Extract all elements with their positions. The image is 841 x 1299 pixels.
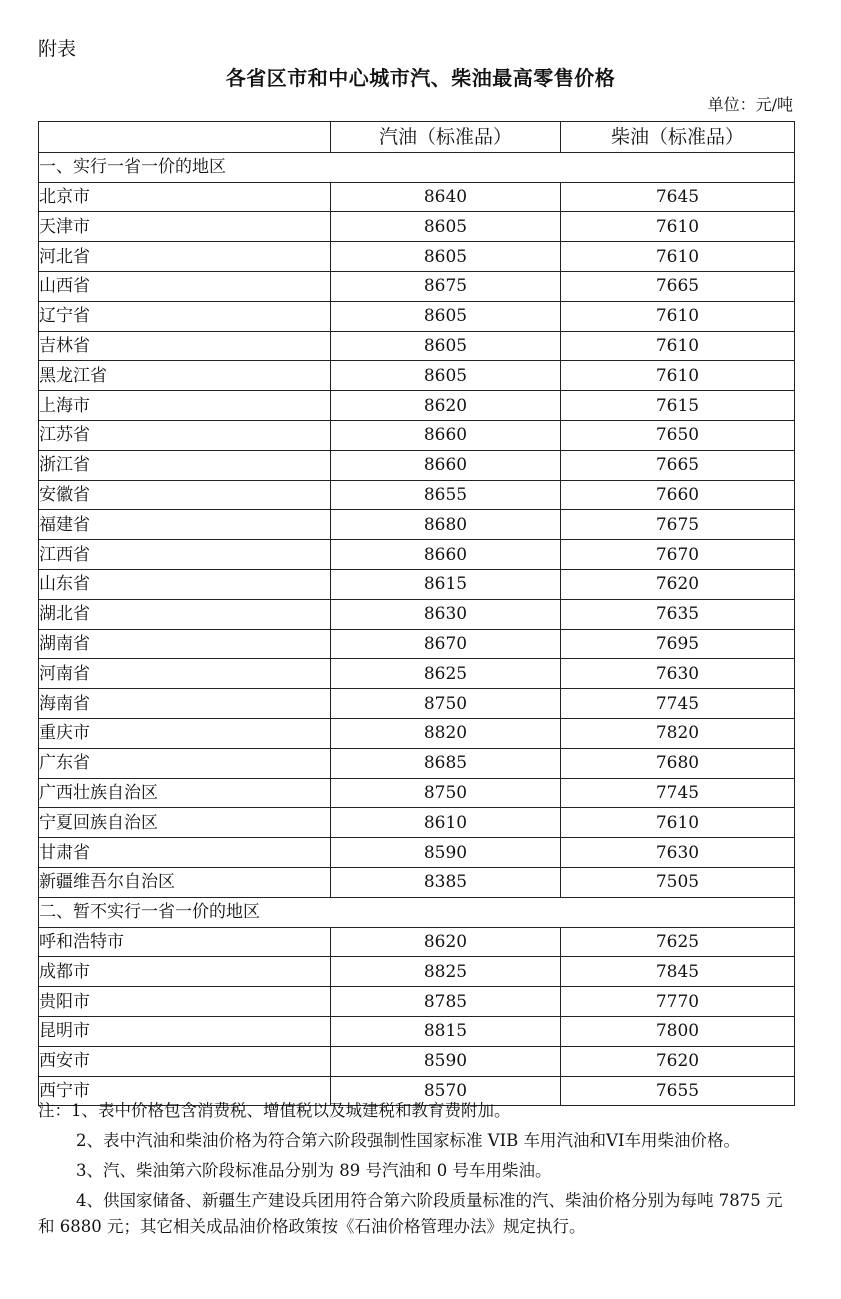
diesel-price: 7610 [561,361,795,391]
region-name: 昆明市 [39,1016,331,1046]
table-row [39,331,795,361]
table-row [39,987,795,1017]
diesel-price: 7615 [561,391,795,421]
diesel-price: 7665 [561,271,795,301]
table-row [39,778,795,808]
region-name: 福建省 [39,510,331,540]
diesel-price: 7770 [561,987,795,1017]
table-row [39,957,795,987]
header-diesel: 柴油（标准品） [561,122,795,153]
diesel-price: 7655 [561,1076,795,1106]
diesel-price: 7620 [561,569,795,599]
gasoline-price: 8605 [331,361,561,391]
table-row [39,748,795,778]
diesel-price: 7665 [561,450,795,480]
gasoline-price: 8670 [331,629,561,659]
section-label: 一、实行一省一价的地区 [39,152,795,182]
region-name: 黑龙江省 [39,361,331,391]
table-row [39,599,795,629]
diesel-price: 7610 [561,301,795,331]
gasoline-price: 8655 [331,480,561,510]
region-name: 贵阳市 [39,987,331,1017]
table-row [39,480,795,510]
diesel-price: 7745 [561,689,795,719]
diesel-price: 7800 [561,1016,795,1046]
diesel-price: 7630 [561,838,795,868]
gasoline-price: 8630 [331,599,561,629]
region-name: 上海市 [39,391,331,421]
table-body [39,152,795,1106]
price-table [38,121,795,1106]
note-2: 2、表中汽油和柴油价格为符合第六阶段强制性国家标准 VIB 车用汽油和VI车用柴油价格。 [76,1131,740,1150]
gasoline-price: 8570 [331,1076,561,1106]
diesel-price: 7675 [561,510,795,540]
region-name: 山西省 [39,271,331,301]
region-name: 新疆维吾尔自治区 [39,867,331,897]
table-row [39,242,795,272]
notes [38,1098,798,1244]
region-name: 河南省 [39,659,331,689]
region-name: 成都市 [39,957,331,987]
region-name: 浙江省 [39,450,331,480]
gasoline-price: 8675 [331,271,561,301]
gasoline-price: 8685 [331,748,561,778]
region-name: 山东省 [39,569,331,599]
table-row [39,182,795,212]
gasoline-price: 8610 [331,808,561,838]
diesel-price: 7610 [561,212,795,242]
gasoline-price: 8820 [331,718,561,748]
note-4: 4、供国家储备、新疆生产建设兵团用符合第六阶段质量标准的汽、柴油价格分别为每吨 7875 元和 6880 元；其它相关成品油价格政策按《石油价格管理办法》规定执行。 [38,1191,783,1236]
header-gasoline: 汽油（标准品） [331,122,561,153]
note-1: 注：1、表中价格包含消费税、增值税以及城建税和教育费附加。 [38,1101,511,1120]
diesel-price: 7610 [561,242,795,272]
gasoline-price: 8620 [331,927,561,957]
diesel-price: 7680 [561,748,795,778]
region-name: 河北省 [39,242,331,272]
region-name: 安徽省 [39,480,331,510]
table-row [39,718,795,748]
gasoline-price: 8590 [331,838,561,868]
gasoline-price: 8825 [331,957,561,987]
table-row [39,569,795,599]
diesel-price: 7650 [561,420,795,450]
table-row [39,659,795,689]
gasoline-price: 8605 [331,301,561,331]
section-label: 二、暂不实行一省一价的地区 [39,897,795,927]
table-row [39,629,795,659]
table-row [39,1016,795,1046]
diesel-price: 7630 [561,659,795,689]
annex-label: 附表 [38,38,77,60]
region-name: 西安市 [39,1046,331,1076]
document-title: 各省区市和中心城市汽、柴油最高零售价格 [225,66,616,90]
gasoline-price: 8815 [331,1016,561,1046]
gasoline-price: 8660 [331,420,561,450]
table-row [39,689,795,719]
section-row [39,897,795,927]
table-row [39,927,795,957]
table-row [39,867,795,897]
table-row [39,808,795,838]
diesel-price: 7820 [561,718,795,748]
region-name: 广东省 [39,748,331,778]
table-row [39,212,795,242]
region-name: 辽宁省 [39,301,331,331]
diesel-price: 7505 [561,867,795,897]
gasoline-price: 8590 [331,1046,561,1076]
region-name: 天津市 [39,212,331,242]
table-row [39,301,795,331]
region-name: 吉林省 [39,331,331,361]
section-row [39,152,795,182]
table-row [39,510,795,540]
gasoline-price: 8385 [331,867,561,897]
diesel-price: 7670 [561,540,795,570]
gasoline-price: 8660 [331,450,561,480]
region-name: 西宁市 [39,1076,331,1106]
diesel-price: 7660 [561,480,795,510]
region-name: 甘肃省 [39,838,331,868]
region-name: 江苏省 [39,420,331,450]
note-3: 3、汽、柴油第六阶段标准品分别为 89 号汽油和 0 号车用柴油。 [76,1161,552,1180]
table-header-row [39,122,795,153]
gasoline-price: 8785 [331,987,561,1017]
table-row [39,420,795,450]
header-region [39,122,331,153]
diesel-price: 7695 [561,629,795,659]
table-row [39,450,795,480]
region-name: 湖北省 [39,599,331,629]
region-name: 江西省 [39,540,331,570]
gasoline-price: 8620 [331,391,561,421]
diesel-price: 7620 [561,1046,795,1076]
gasoline-price: 8750 [331,778,561,808]
diesel-price: 7635 [561,599,795,629]
region-name: 北京市 [39,182,331,212]
region-name: 海南省 [39,689,331,719]
diesel-price: 7610 [561,808,795,838]
gasoline-price: 8660 [331,540,561,570]
region-name: 宁夏回族自治区 [39,808,331,838]
region-name: 呼和浩特市 [39,927,331,957]
diesel-price: 7745 [561,778,795,808]
unit-label: 单位：元/吨 [707,95,793,114]
gasoline-price: 8625 [331,659,561,689]
gasoline-price: 8615 [331,569,561,599]
diesel-price: 7625 [561,927,795,957]
region-name: 重庆市 [39,718,331,748]
table-row [39,838,795,868]
diesel-price: 7845 [561,957,795,987]
gasoline-price: 8680 [331,510,561,540]
gasoline-price: 8605 [331,331,561,361]
gasoline-price: 8640 [331,182,561,212]
table-row [39,540,795,570]
table-row [39,1046,795,1076]
gasoline-price: 8605 [331,242,561,272]
region-name: 广西壮族自治区 [39,778,331,808]
table-row [39,271,795,301]
gasoline-price: 8750 [331,689,561,719]
diesel-price: 7610 [561,331,795,361]
diesel-price: 7645 [561,182,795,212]
gasoline-price: 8605 [331,212,561,242]
table-row [39,361,795,391]
region-name: 湖南省 [39,629,331,659]
table-row [39,391,795,421]
